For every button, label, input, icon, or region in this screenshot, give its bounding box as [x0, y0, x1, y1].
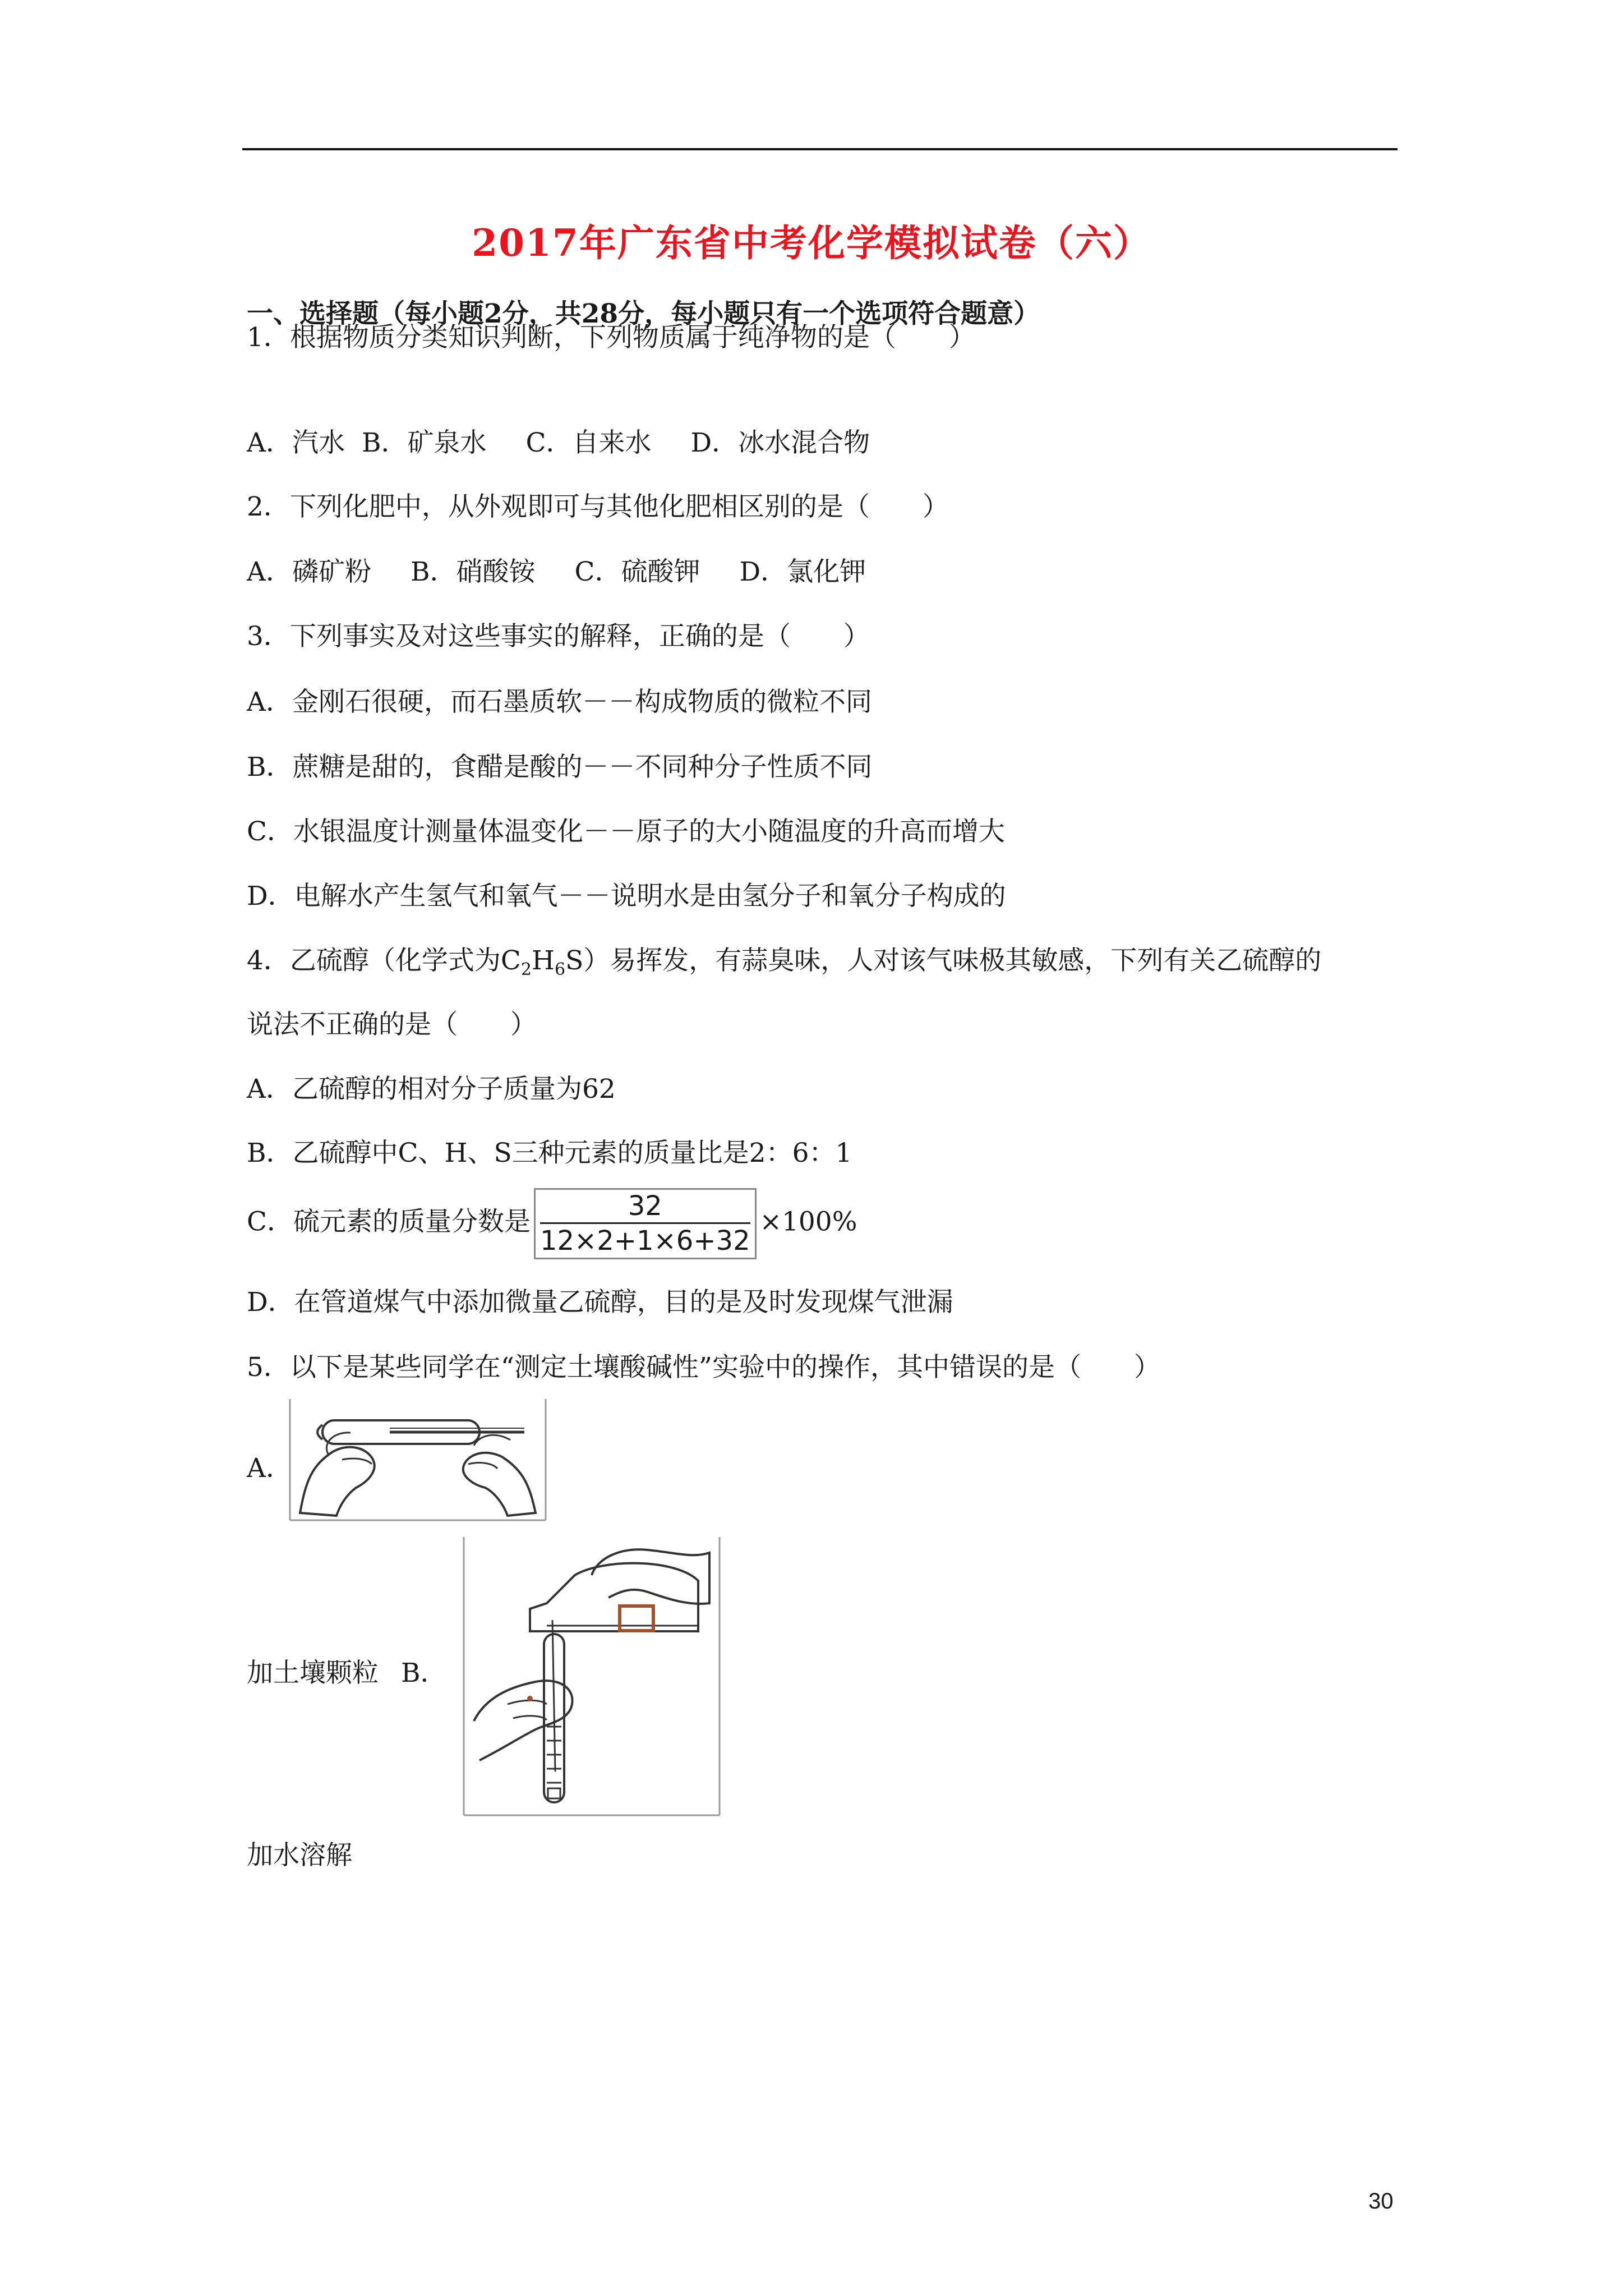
- q3-option-c: C．水银温度计测量体温变化－－原子的大小随温度的升高而增大: [247, 816, 1005, 847]
- q2-option-c: C．硫酸钾: [574, 556, 700, 587]
- q3-option-b: B．蔗糖是甜的，食醋是酸的－－不同种分子性质不同: [247, 752, 873, 783]
- header-rule: [242, 148, 1398, 150]
- q4-option-d: D．在管道煤气中添加微量乙硫醇，目的是及时发现煤气泄漏: [247, 1287, 953, 1318]
- q4-stem-line2: 说法不正确的是（ ）: [247, 1009, 537, 1040]
- q5-option-b-label: B．: [401, 1658, 447, 1688]
- q4-option-b: B．乙硫醇中C、H、S三种元素的质量比是2：6：1: [247, 1138, 852, 1168]
- q2-option-a: A．磷矿粉: [247, 556, 371, 587]
- test-tube-figure-a: [289, 1398, 547, 1521]
- q2-option-d: D．氯化钾: [739, 556, 866, 587]
- q3-option-d: D．电解水产生氢气和氧气－－说明水是由氢分子和氧分子构成的: [247, 881, 1006, 912]
- q3-stem: 3．下列事实及对这些事实的解释，正确的是（ ）: [247, 621, 870, 652]
- fraction-denominator: 12×2+1×6+32: [540, 1225, 750, 1257]
- q1-option-b: B．矿泉水: [361, 427, 487, 458]
- q1-options: [247, 426, 870, 460]
- q2-stem: 2．下列化肥中，从外观即可与其他化肥相区别的是（ ）: [247, 491, 949, 522]
- q4-stem-line1: 4．乙硫醇（化学式为$C_2H_6S$）易挥发，有蒜臭味，人对该气味极其敏感，下列有关乙硫醇的: [247, 945, 1322, 979]
- q1-option-c: C．自来水: [525, 427, 652, 458]
- section-heading: 一、选择题（每小题2分，共28分，每小题只有一个选项符合题意）: [247, 298, 1040, 329]
- page-title: 2017年广东省中考化学模拟试卷（六）: [472, 221, 1151, 265]
- q5-option-a-label: A．: [247, 1453, 292, 1484]
- chemical-formula: $C_2H_6S$: [500, 945, 584, 979]
- q1-option-a: A．汽水: [247, 427, 345, 458]
- q1-option-d: D．冰水混合物: [690, 427, 870, 458]
- q1-stem: 1．根据物质分类知识判断，下列物质属于纯净物的是（ ）: [247, 322, 975, 353]
- pouring-water-figure-b: [463, 1536, 721, 1816]
- q5-stem: 5．以下是某些同学在“测定土壤酸碱性”实验中的操作，其中错误的是（ ）: [247, 1352, 1160, 1383]
- mass-fraction-formula: [534, 1188, 757, 1259]
- q4-option-a: A．乙硫醇的相对分子质量为62: [247, 1074, 616, 1105]
- q2-option-b: B．硝酸铵: [410, 556, 536, 587]
- page-number: 30: [1368, 2189, 1394, 2214]
- q4-option-c: C．硫元素的质量分数是 $\frac{32}{12\times 2+1\times 6+32}$ ×100%: [247, 1188, 857, 1259]
- q3-option-a: A．金刚石很硬，而石墨质软－－构成物质的微粒不同: [247, 687, 872, 717]
- q2-options: [247, 555, 866, 589]
- q5-option-a-caption: 加土壤颗粒 B．: [247, 1658, 447, 1688]
- q5-option-b-caption: 加水溶解: [247, 1840, 352, 1871]
- fraction-numerator: 32: [540, 1190, 750, 1224]
